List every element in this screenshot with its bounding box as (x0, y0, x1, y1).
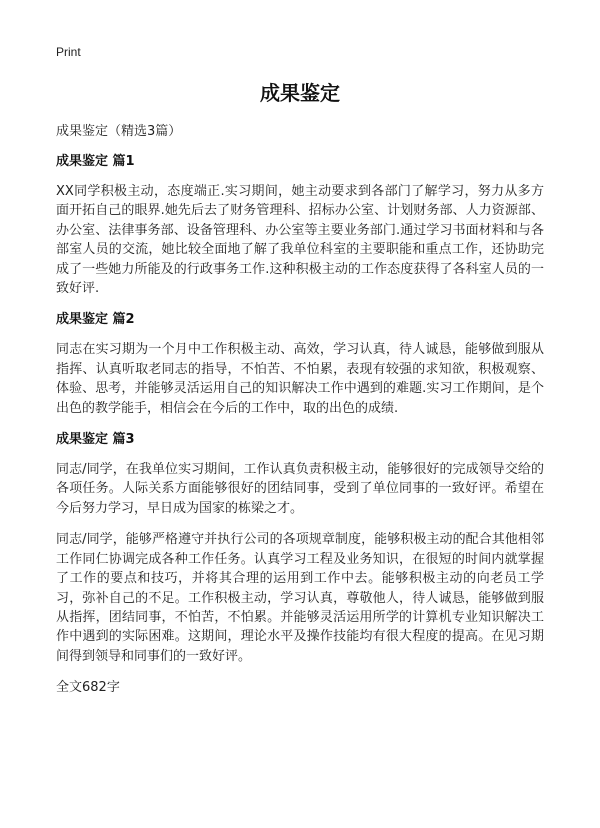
document-title: 成果鉴定 (260, 81, 340, 105)
print-label[interactable]: Print (56, 45, 81, 59)
section-1 (56, 152, 544, 298)
section-3 (56, 430, 544, 666)
section-heading: 成果鉴定 篇1 (56, 154, 135, 169)
section-heading: 成果鉴定 篇2 (56, 312, 135, 328)
section-paragraph: 同志/同学，能够严格遵守并执行公司的各项规章制度，能够积极主动的配合其他相邻工作同仁协调完成各种工作任务。认真学习工程及业务知识，在很短的时间内就掌握了工作的要点和技巧，并将其合理的运用到工作中去。能够积极主动的向老员工学习，弥补自己的不足。工作积极主动，学习认真，尊敬他人，待人诚恳，能够做到服从指挥，团结同事，不怕苦，不怕累。并能够灵活运用所学的计算机专业知识解决工作中遇到的实际困难。这期间，理论水平及操作技能均有很大程度的提高。在见习期间得到领导和同事们的一致好评。 (56, 532, 544, 664)
document-subtitle: 成果鉴定（精选3篇） (56, 124, 182, 139)
section-heading: 成果鉴定 篇3 (56, 432, 135, 448)
section-paragraph: 同志/同学，在我单位实习期间，工作认真负责积极主动，能够很好的完成领导交给的各项任务。人际关系方面能够很好的团结同事，受到了单位同事的一致好评。希望在今后努力学习，早日成为国家的栋梁之才。 (56, 462, 544, 516)
section-paragraph: XX同学积极主动，态度端正.实习期间，她主动要求到各部门了解学习，努力从多方面开拓自己的眼界.她先后去了财务管理科、招标办公室、计划财务部、人力资源部、办公室、法律事务部、设备管理科、办公室等主要业务部门.通过学习书面材料和与各部室人员的交流，她比较全面地了解了我单位科室的主要职能和重点工作，还协助完成了一些她力所能及的行政事务工作.这种积极主动的工作态度获得了各科室人员的一致好评. (56, 184, 544, 297)
section-paragraph: 同志在实习期为一个月中工作积极主动、高效，学习认真，待人诚恳，能够做到服从指挥、认真听取老同志的指导，不怕苦、不怕累，表现有较强的求知欲，积极观察、体验、思考，并能够灵活运用自己的知识解决工作中遇到的难题.实习工作期间，是个出色的教学能手，相信会在今后的工作中，取的出色的成绩. (56, 342, 544, 416)
section-2 (56, 310, 544, 418)
word-count: 全文682字 (56, 680, 120, 696)
